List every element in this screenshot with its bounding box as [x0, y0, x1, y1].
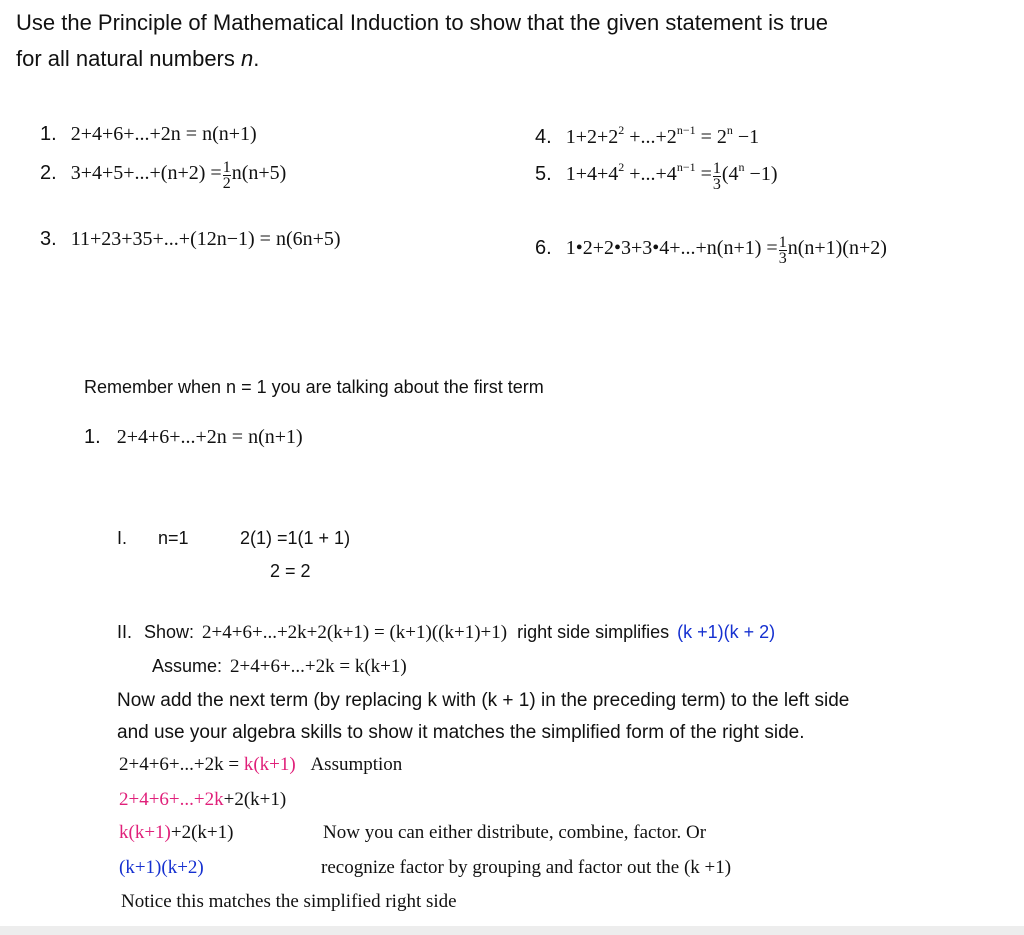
problem-rhs: n(n+5)	[231, 162, 287, 185]
term: +...+2	[624, 126, 677, 148]
problem-number: 1.	[40, 123, 57, 145]
work-line-2-pink: 2+4+6+...+2k	[119, 789, 224, 810]
step-2-show	[117, 622, 775, 644]
exponent: n−1	[676, 160, 696, 174]
show-label: Show:	[144, 622, 195, 642]
term: 1+4+4	[565, 163, 619, 185]
instruction-line-1: Now add the next term (by replacing k with (k + 1) in the preceding term) to the left side	[117, 690, 850, 711]
fraction-numerator: 1	[222, 159, 231, 176]
work-line-4-factored: (k+1)(k+2)	[119, 857, 204, 878]
step-1-line-2: 2 = 2	[270, 561, 311, 581]
remember-note: Remember when n = 1 you are talking about the first term	[84, 377, 544, 397]
example-equation: 2+4+6+...+2n = n(n+1)	[116, 426, 303, 448]
problem-number: 3.	[40, 228, 57, 250]
problem-rhs: n(n+1)(n+2)	[787, 237, 887, 260]
fraction-numerator: 1	[712, 159, 721, 177]
example-problem	[84, 426, 303, 449]
instruction-line-2: and use your algebra skills to show it matches the simplified form of the right side.	[117, 722, 805, 743]
right-side-simplified: (k +1)(k + 2)	[677, 622, 776, 642]
problem-1	[40, 123, 257, 146]
step-1-line-1: 2(1) =1(1 + 1)	[240, 528, 351, 548]
assumption-note: Assumption	[310, 754, 403, 775]
exponent: n	[738, 160, 745, 174]
work-line-3-pink: k(k+1)	[119, 822, 171, 843]
problem-6	[535, 235, 887, 266]
work-line-2-black: +2(k+1)	[223, 789, 287, 810]
fraction-denominator: 2	[222, 175, 231, 192]
problem-2	[40, 160, 286, 191]
problem-number: 2.	[40, 162, 57, 185]
step-2-assume	[152, 656, 407, 678]
fraction	[713, 161, 721, 192]
title-period: .	[253, 46, 260, 71]
step-2-label: II.	[117, 622, 133, 642]
problem-equation: 2+4+6+...+2n = n(n+1)	[70, 123, 257, 145]
fraction	[223, 160, 231, 191]
assume-equation: 2+4+6+...+2k = k(k+1)	[230, 656, 407, 677]
right-side-note: right side simplifies	[517, 622, 670, 642]
work-line-4-note: recognize factor by grouping and factor out the (k +1)	[321, 857, 732, 878]
step-1-label: I.	[117, 528, 128, 548]
problem-equation: 11+23+35+...+(12n−1) = n(6n+5)	[70, 228, 341, 250]
work-line-1-lhs: 2+4+6+...+2k =	[119, 754, 240, 775]
problem-number: 5.	[535, 163, 552, 185]
exponent: n	[726, 123, 733, 137]
work-line-2	[119, 789, 286, 811]
step-1-n: n=1	[158, 528, 189, 548]
problem-5	[535, 160, 778, 192]
problem-number: 4.	[535, 126, 552, 148]
term: +...+4	[624, 163, 677, 185]
term: −1)	[744, 163, 778, 185]
example-number: 1.	[84, 426, 101, 448]
problem-4	[535, 123, 759, 149]
problem-lhs: 3+4+5+...+(n+2) =	[70, 162, 222, 185]
fraction	[779, 235, 787, 266]
fraction-numerator: 1	[778, 234, 787, 251]
work-line-3	[119, 822, 233, 844]
work-line-3-note: Now you can either distribute, combine, factor. Or	[323, 822, 707, 843]
term: =	[695, 163, 712, 185]
problem-number: 6.	[535, 237, 552, 260]
show-equation: 2+4+6+...+2k+2(k+1) = (k+1)((k+1)+1)	[202, 622, 508, 643]
exponent: 2	[618, 123, 625, 137]
exponent: n−1	[676, 123, 696, 137]
fraction-denominator: 3	[778, 250, 787, 267]
work-line-1-rhs: k(k+1)	[243, 754, 296, 775]
work-line-1	[119, 754, 402, 776]
title-line-1: Use the Principle of Mathematical Induction to show that the given statement is true	[16, 10, 828, 35]
term: −1	[732, 126, 760, 148]
assume-label: Assume:	[152, 656, 223, 676]
title-variable: n	[241, 46, 254, 71]
problem-lhs: 1•2+2•3+3•4+...+n(n+1) =	[565, 237, 778, 260]
problem-3	[40, 228, 341, 251]
term: = 2	[695, 126, 727, 148]
exponent: 2	[618, 160, 625, 174]
term: 1+2+2	[565, 126, 619, 148]
term: (4	[721, 163, 739, 185]
bottom-shadow	[0, 926, 1024, 935]
title-prefix: for all natural numbers	[16, 46, 241, 71]
work-line-5: Notice this matches the simplified right side	[121, 891, 457, 912]
fraction-denominator: 3	[712, 175, 721, 193]
work-line-3-black: +2(k+1)	[170, 822, 234, 843]
title-line-2	[16, 46, 259, 72]
